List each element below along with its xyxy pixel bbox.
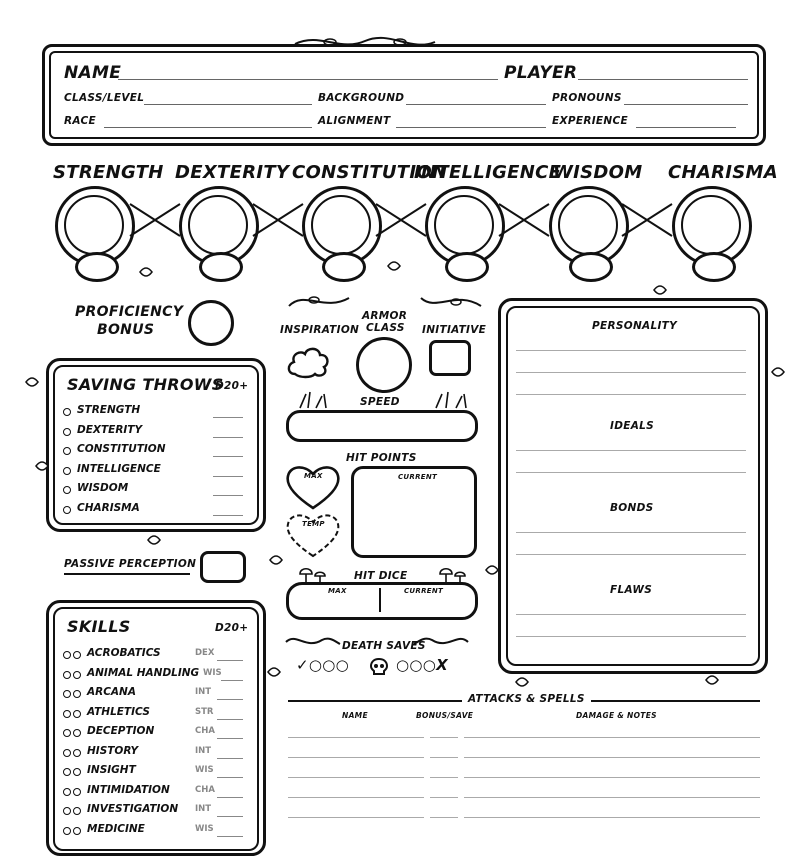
ability-name-wisdom: WISDOM [553, 162, 643, 183]
death-saves-label: DEATH SAVES [342, 640, 426, 652]
ability-name-charisma: CHARISMA [668, 162, 778, 183]
player-label: PLAYER [504, 63, 578, 83]
saving-throws-title: SAVING THROWS [67, 375, 224, 394]
skill-name: INSIGHT [87, 764, 136, 776]
hp-temp-label: TEMP [302, 520, 325, 528]
race-label: RACE [64, 115, 96, 127]
skill-ability: WIS [195, 765, 214, 775]
personality-label: PERSONALITY [592, 320, 678, 332]
skill-ability: WIS [195, 823, 214, 834]
saving-throw-name: CONSTITUTION [77, 443, 166, 455]
ideals-label: IDEALS [610, 420, 654, 432]
skill-ability: DEX [195, 648, 215, 658]
skill-name: HISTORY [87, 744, 139, 757]
hp-current-label: CURRENT [398, 473, 438, 481]
skills-title: SKILLS [67, 617, 131, 636]
saving-throws-d20: D20+ [215, 380, 249, 392]
initiative-label: INITIATIVE [422, 324, 487, 336]
skills-d20: D20+ [215, 622, 249, 634]
armor-class-label-line2: CLASS [366, 322, 405, 334]
skill-ability: INT [195, 687, 212, 697]
ability-name-intelligence: INTELLIGENCE [414, 162, 562, 183]
speed-label: SPEED [360, 396, 400, 408]
saving-throw-name: STRENGTH [77, 404, 141, 416]
skill-ability: INT [195, 745, 212, 756]
attacks-col-name: NAME [342, 711, 368, 720]
background-label: BACKGROUND [318, 92, 405, 104]
proficiency-label-line2: BONUS [97, 322, 155, 338]
bonds-label: BONDS [610, 502, 654, 514]
experience-label: EXPERIENCE [552, 115, 628, 127]
ability-name-constitution: CONSTITUTION [292, 162, 448, 183]
skill-name: ATHLETICS [87, 705, 150, 718]
attacks-col-bonus: BONUS/SAVE [416, 711, 474, 720]
death-save-successes[interactable]: ✓○○○ [296, 656, 350, 674]
skill-name: DECEPTION [87, 725, 155, 737]
skill-ability: CHA [195, 784, 215, 795]
skill-name: ARCANA [87, 686, 136, 698]
saving-throw-name: CHARISMA [77, 501, 140, 514]
skill-ability: CHA [195, 726, 215, 736]
skill-ability: WIS [203, 667, 222, 678]
skill-ability: STR [195, 706, 214, 717]
death-save-failures[interactable]: ○○○X [396, 656, 449, 674]
pronouns-label: PRONOUNS [552, 92, 622, 104]
skill-name: MEDICINE [87, 822, 145, 835]
inspiration-label: INSPIRATION [280, 324, 360, 336]
skill-ability: INT [195, 804, 212, 814]
proficiency-label-line1: PROFICIENCY [75, 304, 184, 320]
name-label: NAME [64, 63, 122, 83]
attacks-col-damage: DAMAGE & NOTES [576, 711, 657, 720]
hit-points-label: HIT POINTS [346, 452, 417, 464]
saving-throw-name: DEXTERITY [77, 423, 143, 436]
skill-name: ANIMAL HANDLING [87, 666, 200, 679]
class-level-label: CLASS/LEVEL [64, 92, 145, 104]
ability-name-strength: STRENGTH [53, 162, 164, 183]
hit-dice-label: HIT DICE [354, 570, 408, 582]
passive-perception-label: PASSIVE PERCEPTION [64, 558, 197, 570]
hd-max-label: MAX [328, 587, 347, 595]
armor-class-label-line1: ARMOR [362, 310, 408, 322]
hd-current-label: CURRENT [404, 587, 444, 595]
attacks-title: ATTACKS & SPELLS [462, 693, 591, 705]
saving-throw-name: WISDOM [77, 482, 129, 494]
skill-name: ACROBATICS [87, 647, 161, 659]
alignment-label: ALIGNMENT [318, 115, 391, 127]
flaws-label: FLAWS [610, 584, 653, 596]
saving-throw-name: INTELLIGENCE [77, 462, 161, 475]
skill-value[interactable] [217, 836, 243, 837]
skill-name: INTIMIDATION [87, 783, 170, 796]
ability-name-dexterity: DEXTERITY [175, 162, 290, 183]
hp-max-label: MAX [304, 472, 323, 480]
skill-name: INVESTIGATION [87, 803, 179, 815]
